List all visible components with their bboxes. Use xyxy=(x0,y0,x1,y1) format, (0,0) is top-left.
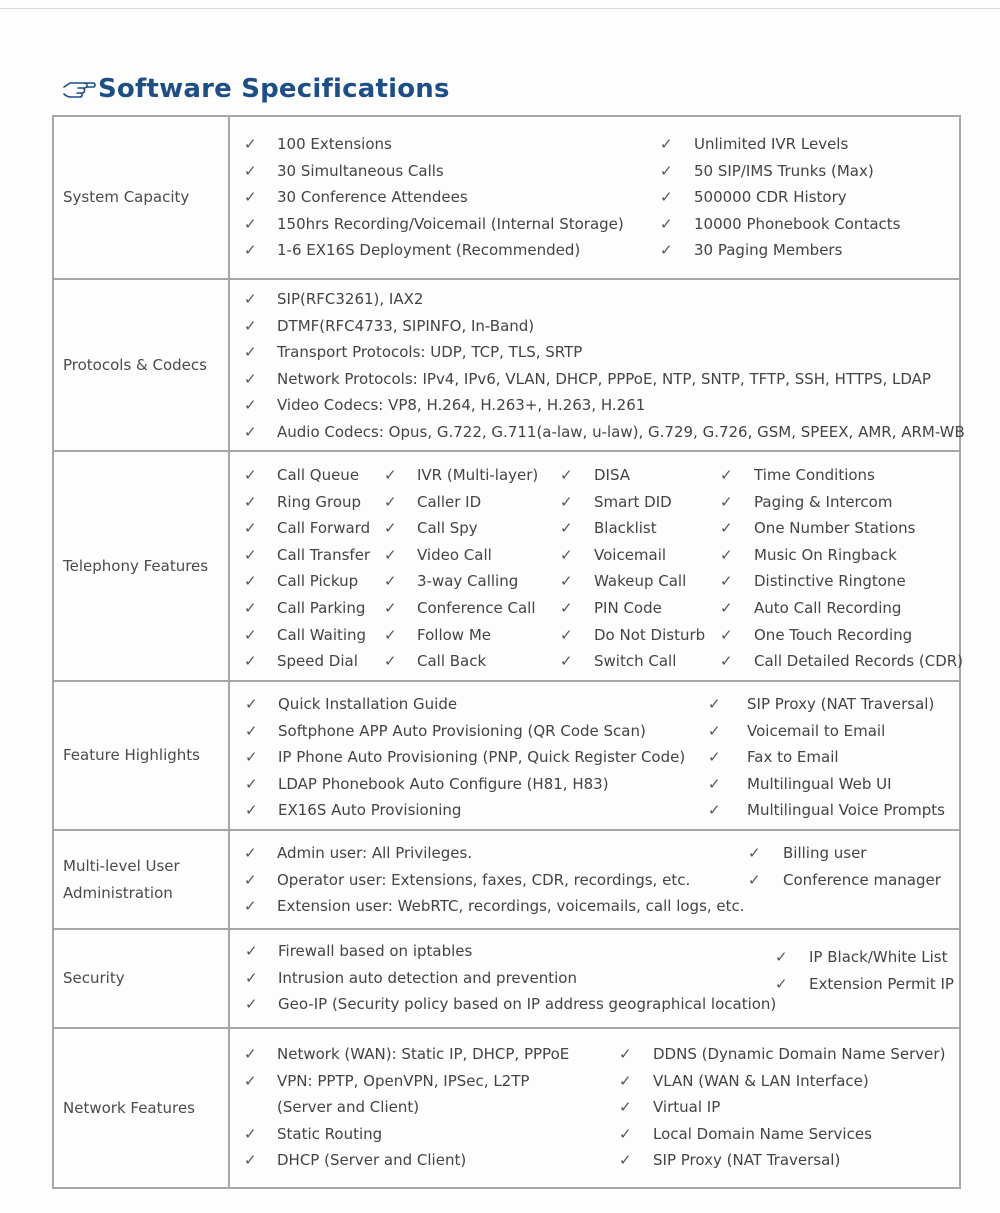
check-mark-icon: ✓ xyxy=(244,572,257,591)
page-header xyxy=(62,74,450,104)
spec-item: Call Pickup xyxy=(277,572,359,591)
spec-item: 30 Paging Members xyxy=(694,241,843,260)
check-mark-icon: ✓ xyxy=(244,396,257,415)
spec-item: Local Domain Name Services xyxy=(653,1124,872,1143)
check-mark-icon: ✓ xyxy=(244,290,257,308)
spec-item: 500000 CDR History xyxy=(694,188,847,207)
row-label-line-2: Administration xyxy=(63,883,173,902)
spec-item: VLAN (WAN & LAN Interface) xyxy=(653,1071,869,1090)
check-mark-icon: ✓ xyxy=(245,968,258,987)
check-mark-icon: ✓ xyxy=(748,870,761,889)
pointing-hand-icon xyxy=(62,77,96,101)
check-mark-icon: ✓ xyxy=(720,466,733,484)
spec-item: Geo-IP (Security policy based on IP address geographical location) xyxy=(278,995,777,1014)
check-mark-icon: ✓ xyxy=(244,188,257,207)
check-mark-icon: ✓ xyxy=(560,599,573,617)
check-mark-icon: ✓ xyxy=(720,625,733,644)
spec-item: Time Conditions xyxy=(754,466,875,484)
spec-item: Ring Group xyxy=(277,492,362,511)
spec-item: Music On Ringback xyxy=(754,545,897,564)
check-mark-icon: ✓ xyxy=(244,135,257,153)
spec-item: DDNS (Dynamic Domain Name Server) xyxy=(653,1045,946,1063)
spec-item: Fax to Email xyxy=(747,748,839,767)
row-content xyxy=(229,681,960,830)
spec-item: Conference Call xyxy=(417,599,536,617)
spec-item: SIP Proxy (NAT Traversal) xyxy=(653,1151,841,1170)
check-mark-icon: ✓ xyxy=(384,492,397,511)
spec-item: Admin user: All Privileges. xyxy=(277,844,473,862)
check-mark-icon: ✓ xyxy=(560,492,573,511)
spec-item: Billing user xyxy=(783,844,867,862)
check-mark-icon: ✓ xyxy=(619,1124,632,1143)
check-mark-icon: ✓ xyxy=(560,652,573,671)
check-mark-icon: ✓ xyxy=(244,519,257,538)
check-mark-icon: ✓ xyxy=(720,572,733,591)
check-mark-icon: ✓ xyxy=(244,316,257,335)
check-mark-icon: ✓ xyxy=(244,652,257,671)
spec-item: Unlimited IVR Levels xyxy=(694,135,849,153)
spec-item: Call Back xyxy=(417,652,487,671)
check-mark-icon: ✓ xyxy=(619,1071,632,1090)
spec-item: DTMF(RFC4733, SIPINFO, In-Band) xyxy=(277,316,535,335)
check-mark-icon: ✓ xyxy=(384,519,397,538)
spec-item: Quick Installation Guide xyxy=(278,695,458,713)
row-content xyxy=(229,279,965,451)
spec-item: Video Call xyxy=(417,545,492,564)
spec-item: Intrusion auto detection and prevention xyxy=(278,968,577,987)
check-mark-icon: ✓ xyxy=(245,801,258,820)
spec-item: Paging & Intercom xyxy=(754,492,893,511)
spec-item: SIP Proxy (NAT Traversal) xyxy=(747,695,935,713)
check-mark-icon: ✓ xyxy=(244,241,257,260)
check-mark-icon: ✓ xyxy=(720,492,733,511)
spec-item: Video Codecs: VP8, H.264, H.263+, H.263, H.261 xyxy=(277,396,646,415)
check-mark-icon: ✓ xyxy=(720,599,733,617)
spec-item: Voicemail xyxy=(594,545,667,564)
spec-item: Multilingual Voice Prompts xyxy=(747,801,945,820)
spec-item: 30 Conference Attendees xyxy=(277,188,468,207)
check-mark-icon: ✓ xyxy=(748,844,761,862)
check-mark-icon: ✓ xyxy=(720,519,733,538)
spec-item: One Touch Recording xyxy=(754,625,913,644)
spec-item: LDAP Phonebook Auto Configure (H81, H83) xyxy=(278,774,609,793)
spec-item: IP Phone Auto Provisioning (PNP, Quick Register Code) xyxy=(278,748,686,767)
check-mark-icon: ✓ xyxy=(244,897,257,916)
spec-item: Wakeup Call xyxy=(594,572,687,591)
spec-item: IP Black/White List xyxy=(809,948,948,966)
top-divider xyxy=(0,8,1000,9)
spec-item: Network Protocols: IPv4, IPv6, VLAN, DHCP, PPPoE, NTP, SNTP, TFTP, SSH, HTTPS, LDAP xyxy=(277,369,931,388)
row-label xyxy=(53,830,229,929)
spec-item: Call Transfer xyxy=(277,545,371,564)
spec-item: Static Routing xyxy=(277,1124,383,1143)
spec-item: Switch Call xyxy=(594,652,677,671)
check-mark-icon: ✓ xyxy=(384,545,397,564)
spec-item: IVR (Multi-layer) xyxy=(417,466,539,484)
spec-item: 3-way Calling xyxy=(417,572,519,591)
spec-item: Voicemail to Email xyxy=(747,721,886,740)
spec-item: 100 Extensions xyxy=(277,135,392,153)
spec-item: Call Detailed Records (CDR) xyxy=(754,652,964,671)
row-label: Feature Highlights xyxy=(53,681,229,830)
check-mark-icon: ✓ xyxy=(245,995,258,1014)
spec-item: Call Queue xyxy=(277,466,360,484)
spec-item: Extension Permit IP xyxy=(809,974,954,993)
check-mark-icon: ✓ xyxy=(619,1045,632,1063)
spec-item: 150hrs Recording/Voicemail (Internal Storage) xyxy=(277,214,624,233)
spec-item: Operator user: Extensions, faxes, CDR, recordings, etc. xyxy=(277,870,691,889)
spec-item: 1-6 EX16S Deployment (Recommended) xyxy=(277,241,581,260)
spec-row-feature-highlights xyxy=(53,681,960,830)
row-content xyxy=(229,929,960,1028)
check-mark-icon: ✓ xyxy=(245,695,258,713)
check-mark-icon: ✓ xyxy=(244,492,257,511)
check-mark-icon: ✓ xyxy=(619,1151,632,1170)
spec-row-security xyxy=(53,929,960,1028)
check-mark-icon: ✓ xyxy=(244,844,257,862)
row-label: Security xyxy=(53,929,229,1028)
row-content xyxy=(229,1028,960,1188)
check-mark-icon: ✓ xyxy=(244,1151,257,1170)
page-title: Software Specifications xyxy=(98,74,450,104)
spec-item: SIP(RFC3261), IAX2 xyxy=(277,290,424,308)
spec-item: DISA xyxy=(594,466,631,484)
check-mark-icon: ✓ xyxy=(560,466,573,484)
check-mark-icon: ✓ xyxy=(708,721,721,740)
spec-item: EX16S Auto Provisioning xyxy=(278,801,462,820)
spec-row-network-features xyxy=(53,1028,960,1188)
spec-item: Call Forward xyxy=(277,519,371,538)
row-content xyxy=(229,116,960,279)
spec-item: Extension user: WebRTC, recordings, voicemails, call logs, etc. xyxy=(277,897,745,916)
check-mark-icon: ✓ xyxy=(244,870,257,889)
spec-item: Firewall based on iptables xyxy=(278,942,473,960)
check-mark-icon: ✓ xyxy=(560,519,573,538)
check-mark-icon: ✓ xyxy=(384,652,397,671)
check-mark-icon: ✓ xyxy=(244,343,257,362)
spec-table xyxy=(52,115,965,1189)
spec-item: Call Waiting xyxy=(277,625,367,644)
spec-item: Network (WAN): Static IP, DHCP, PPPoE xyxy=(277,1045,570,1063)
check-mark-icon: ✓ xyxy=(720,652,733,671)
check-mark-icon: ✓ xyxy=(244,625,257,644)
spec-item: Speed Dial xyxy=(277,652,358,671)
check-mark-icon: ✓ xyxy=(560,545,573,564)
check-mark-icon: ✓ xyxy=(660,135,673,153)
check-mark-icon: ✓ xyxy=(244,1071,257,1090)
row-label: Protocols & Codecs xyxy=(53,279,229,451)
check-mark-icon: ✓ xyxy=(560,572,573,591)
check-mark-icon: ✓ xyxy=(720,545,733,564)
spec-item: One Number Stations xyxy=(754,519,916,538)
spec-row-system-capacity xyxy=(53,116,960,279)
row-content xyxy=(229,451,964,681)
check-mark-icon: ✓ xyxy=(708,695,721,713)
check-mark-icon: ✓ xyxy=(384,572,397,591)
row-label: Telephony Features xyxy=(53,451,229,681)
spec-item: VPN: PPTP, OpenVPN, IPSec, L2TP xyxy=(277,1071,530,1090)
spec-item: Call Parking xyxy=(277,599,366,617)
check-mark-icon: ✓ xyxy=(384,599,397,617)
spec-item: Follow Me xyxy=(417,625,491,644)
check-mark-icon: ✓ xyxy=(244,545,257,564)
spec-item: 10000 Phonebook Contacts xyxy=(694,214,901,233)
spec-item: (Server and Client) xyxy=(277,1098,420,1117)
spec-item: Auto Call Recording xyxy=(754,599,902,617)
spec-item: PIN Code xyxy=(594,599,662,617)
spec-item: Blacklist xyxy=(594,519,657,538)
spec-row-protocols-codecs xyxy=(53,279,960,451)
check-mark-icon: ✓ xyxy=(244,466,257,484)
check-mark-icon: ✓ xyxy=(244,161,257,180)
spec-item: Do Not Disturb xyxy=(594,625,706,644)
spec-row-telephony-features xyxy=(53,451,960,681)
spec-item: 50 SIP/IMS Trunks (Max) xyxy=(694,161,874,180)
check-mark-icon: ✓ xyxy=(660,241,673,260)
check-mark-icon: ✓ xyxy=(560,625,573,644)
row-content xyxy=(229,830,960,929)
spec-item: Conference manager xyxy=(783,870,941,889)
check-mark-icon: ✓ xyxy=(244,423,257,441)
check-mark-icon: ✓ xyxy=(708,748,721,767)
spec-item: Caller ID xyxy=(417,492,482,511)
check-mark-icon: ✓ xyxy=(384,466,397,484)
check-mark-icon: ✓ xyxy=(244,1124,257,1143)
spec-item: Transport Protocols: UDP, TCP, TLS, SRTP xyxy=(277,343,583,362)
check-mark-icon: ✓ xyxy=(660,214,673,233)
spec-item: Distinctive Ringtone xyxy=(754,572,906,591)
check-mark-icon: ✓ xyxy=(660,161,673,180)
check-mark-icon: ✓ xyxy=(245,748,258,767)
row-label-line-1: Multi-level User xyxy=(63,856,180,875)
spec-item: DHCP (Server and Client) xyxy=(277,1151,467,1170)
check-mark-icon: ✓ xyxy=(775,948,788,966)
check-mark-icon: ✓ xyxy=(245,942,258,960)
check-mark-icon: ✓ xyxy=(660,188,673,207)
check-mark-icon: ✓ xyxy=(708,801,721,820)
spec-item: Smart DID xyxy=(594,492,672,511)
check-mark-icon: ✓ xyxy=(244,369,257,388)
check-mark-icon: ✓ xyxy=(775,974,788,993)
spec-item: 30 Simultaneous Calls xyxy=(277,161,444,180)
spec-item: Softphone APP Auto Provisioning (QR Code Scan) xyxy=(278,721,646,740)
check-mark-icon: ✓ xyxy=(244,1045,257,1063)
spec-item: Virtual IP xyxy=(653,1098,721,1117)
spec-item: Audio Codecs: Opus, G.722, G.711(a-law, u-law), G.729, G.726, GSM, SPEEX, AMR, ARM-WB xyxy=(277,423,965,441)
check-mark-icon: ✓ xyxy=(619,1098,632,1117)
check-mark-icon: ✓ xyxy=(244,599,257,617)
spec-row-user-administration xyxy=(53,830,960,929)
check-mark-icon: ✓ xyxy=(384,625,397,644)
spec-item: Multilingual Web UI xyxy=(747,774,892,793)
check-mark-icon: ✓ xyxy=(245,774,258,793)
row-label: System Capacity xyxy=(53,116,229,279)
check-mark-icon: ✓ xyxy=(244,214,257,233)
spec-item: Call Spy xyxy=(417,519,478,538)
check-mark-icon: ✓ xyxy=(245,721,258,740)
row-label: Network Features xyxy=(53,1028,229,1188)
check-mark-icon: ✓ xyxy=(708,774,721,793)
